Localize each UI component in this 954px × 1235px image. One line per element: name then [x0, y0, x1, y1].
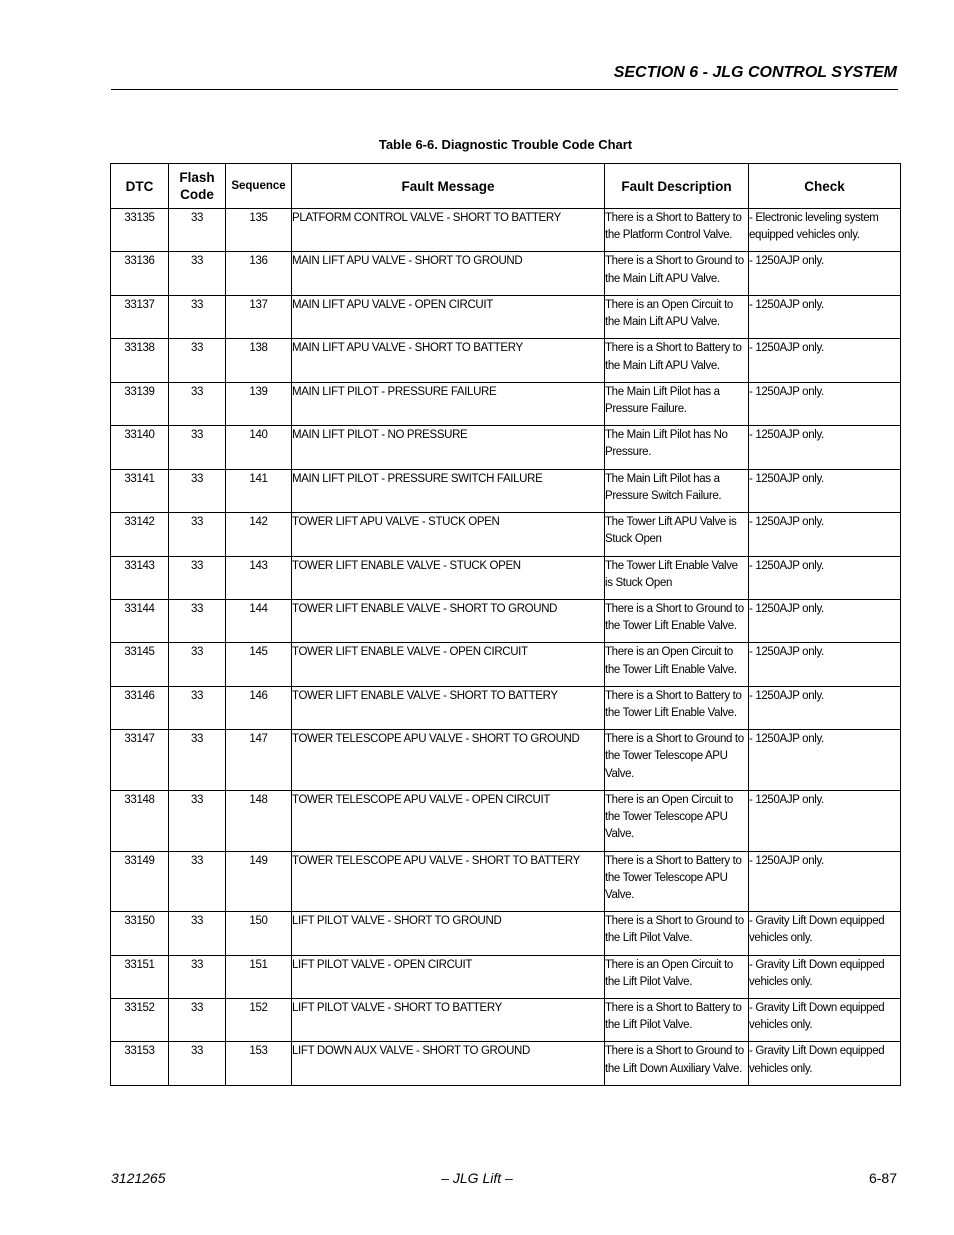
column-header-flash-code-label: Flash Code [179, 170, 215, 202]
fault-message-cell: MAIN LIFT APU VALVE - OPEN CIRCUIT [292, 295, 605, 338]
flash-code-cell: 33 [169, 382, 226, 425]
column-header-dtc: DTC [111, 164, 169, 209]
fault-message-cell: LIFT DOWN AUX VALVE - SHORT TO GROUND [292, 1042, 605, 1085]
flash-code-cell: 33 [169, 295, 226, 338]
column-header-fault-description: Fault Description [605, 164, 749, 209]
flash-code-cell: 33 [169, 426, 226, 469]
fault-message-cell: MAIN LIFT APU VALVE - SHORT TO BATTERY [292, 339, 605, 382]
sequence-cell: 137 [226, 295, 292, 338]
fault-message-cell: LIFT PILOT VALVE - OPEN CIRCUIT [292, 955, 605, 998]
check-cell: - Gravity Lift Down equipped vehicles only. [749, 912, 901, 955]
sequence-cell: 147 [226, 730, 292, 791]
check-cell: - 1250AJP only. [749, 790, 901, 851]
table-row [111, 252, 901, 295]
dtc-cell: 33153 [111, 1042, 169, 1085]
dtc-cell: 33139 [111, 382, 169, 425]
table-row [111, 912, 901, 955]
table-row [111, 851, 901, 912]
fault-description-cell: There is a Short to Battery to the Tower Lift Enable Valve. [605, 686, 749, 729]
dtc-cell: 33143 [111, 556, 169, 599]
fault-description-cell: There is a Short to Ground to the Tower Telescope APU Valve. [605, 730, 749, 791]
check-cell: - 1250AJP only. [749, 599, 901, 642]
check-cell: - Electronic leveling system equipped vehicles only. [749, 209, 901, 252]
fault-message-cell: MAIN LIFT APU VALVE - SHORT TO GROUND [292, 252, 605, 295]
flash-code-cell: 33 [169, 469, 226, 512]
fault-description-cell: The Tower Lift Enable Valve is Stuck Open [605, 556, 749, 599]
fault-message-cell: LIFT PILOT VALVE - SHORT TO GROUND [292, 912, 605, 955]
sequence-cell: 148 [226, 790, 292, 851]
sequence-cell: 139 [226, 382, 292, 425]
sequence-cell: 141 [226, 469, 292, 512]
fault-message-cell: TOWER LIFT ENABLE VALVE - STUCK OPEN [292, 556, 605, 599]
dtc-cell: 33152 [111, 999, 169, 1042]
dtc-cell: 33146 [111, 686, 169, 729]
sequence-cell: 145 [226, 643, 292, 686]
footer-publisher: – JLG Lift – [441, 1170, 513, 1186]
flash-code-cell: 33 [169, 209, 226, 252]
sequence-cell: 142 [226, 513, 292, 556]
sequence-cell: 153 [226, 1042, 292, 1085]
dtc-cell: 33140 [111, 426, 169, 469]
table-row [111, 999, 901, 1042]
dtc-cell: 33142 [111, 513, 169, 556]
column-header-check: Check [749, 164, 901, 209]
table-row [111, 599, 901, 642]
footer-doc-number: 3121265 [111, 1170, 166, 1186]
dtc-cell: 33138 [111, 339, 169, 382]
dtc-cell: 33141 [111, 469, 169, 512]
dtc-cell: 33137 [111, 295, 169, 338]
column-header-sequence: Sequence [226, 164, 292, 209]
fault-description-cell: The Main Lift Pilot has No Pressure. [605, 426, 749, 469]
table-row [111, 643, 901, 686]
flash-code-cell: 33 [169, 912, 226, 955]
flash-code-cell: 33 [169, 999, 226, 1042]
sequence-cell: 140 [226, 426, 292, 469]
check-cell: - 1250AJP only. [749, 851, 901, 912]
check-cell: - 1250AJP only. [749, 686, 901, 729]
dtc-cell: 33150 [111, 912, 169, 955]
fault-message-cell: TOWER LIFT ENABLE VALVE - SHORT TO BATTERY [292, 686, 605, 729]
dtc-cell: 33148 [111, 790, 169, 851]
table-row [111, 556, 901, 599]
check-cell: - 1250AJP only. [749, 295, 901, 338]
sequence-cell: 135 [226, 209, 292, 252]
flash-code-cell: 33 [169, 339, 226, 382]
flash-code-cell: 33 [169, 1042, 226, 1085]
table-row [111, 1042, 901, 1085]
check-cell: - 1250AJP only. [749, 730, 901, 791]
fault-message-cell: TOWER TELESCOPE APU VALVE - OPEN CIRCUIT [292, 790, 605, 851]
check-cell: - Gravity Lift Down equipped vehicles only. [749, 999, 901, 1042]
sequence-cell: 144 [226, 599, 292, 642]
fault-description-cell: There is a Short to Battery to the Platform Control Valve. [605, 209, 749, 252]
flash-code-cell: 33 [169, 599, 226, 642]
flash-code-cell: 33 [169, 851, 226, 912]
dtc-cell: 33149 [111, 851, 169, 912]
fault-description-cell: The Main Lift Pilot has a Pressure Switch Failure. [605, 469, 749, 512]
fault-message-cell: MAIN LIFT PILOT - PRESSURE SWITCH FAILURE [292, 469, 605, 512]
check-cell: - 1250AJP only. [749, 252, 901, 295]
table-header-row [111, 164, 901, 209]
section-header: SECTION 6 - JLG CONTROL SYSTEM [613, 64, 897, 81]
sequence-cell: 150 [226, 912, 292, 955]
check-cell: - 1250AJP only. [749, 643, 901, 686]
table-row [111, 790, 901, 851]
sequence-cell: 152 [226, 999, 292, 1042]
table-row [111, 295, 901, 338]
fault-description-cell: There is an Open Circuit to the Tower Lift Enable Valve. [605, 643, 749, 686]
table-row [111, 513, 901, 556]
sequence-cell: 151 [226, 955, 292, 998]
table-row [111, 426, 901, 469]
fault-message-cell: MAIN LIFT PILOT - NO PRESSURE [292, 426, 605, 469]
column-header-flash-code [169, 164, 226, 209]
table-row [111, 469, 901, 512]
fault-description-cell: The Tower Lift APU Valve is Stuck Open [605, 513, 749, 556]
table-row [111, 382, 901, 425]
fault-description-cell: There is a Short to Ground to the Lift Pilot Valve. [605, 912, 749, 955]
flash-code-cell: 33 [169, 252, 226, 295]
dtc-table-body [111, 209, 901, 1086]
dtc-cell: 33145 [111, 643, 169, 686]
dtc-cell: 33136 [111, 252, 169, 295]
flash-code-cell: 33 [169, 556, 226, 599]
fault-message-cell: LIFT PILOT VALVE - SHORT TO BATTERY [292, 999, 605, 1042]
fault-description-cell: There is a Short to Battery to the Main Lift APU Valve. [605, 339, 749, 382]
check-cell: - 1250AJP only. [749, 556, 901, 599]
flash-code-cell: 33 [169, 730, 226, 791]
flash-code-cell: 33 [169, 686, 226, 729]
fault-description-cell: There is a Short to Battery to the Tower Telescope APU Valve. [605, 851, 749, 912]
fault-description-cell: There is a Short to Ground to the Tower Lift Enable Valve. [605, 599, 749, 642]
fault-message-cell: TOWER LIFT ENABLE VALVE - SHORT TO GROUND [292, 599, 605, 642]
check-cell: - Gravity Lift Down equipped vehicles only. [749, 955, 901, 998]
sequence-cell: 149 [226, 851, 292, 912]
flash-code-cell: 33 [169, 790, 226, 851]
fault-description-cell: There is an Open Circuit to the Tower Telescope APU Valve. [605, 790, 749, 851]
fault-description-cell: There is a Short to Ground to the Main Lift APU Valve. [605, 252, 749, 295]
table-row [111, 730, 901, 791]
fault-description-cell: There is an Open Circuit to the Lift Pilot Valve. [605, 955, 749, 998]
table-row [111, 955, 901, 998]
dtc-table [110, 163, 901, 1086]
fault-description-cell: There is a Short to Battery to the Lift Pilot Valve. [605, 999, 749, 1042]
header-divider [111, 89, 898, 90]
table-row [111, 686, 901, 729]
sequence-cell: 138 [226, 339, 292, 382]
dtc-cell: 33147 [111, 730, 169, 791]
sequence-cell: 136 [226, 252, 292, 295]
fault-message-cell: TOWER LIFT ENABLE VALVE - OPEN CIRCUIT [292, 643, 605, 686]
dtc-cell: 33135 [111, 209, 169, 252]
table-row [111, 339, 901, 382]
flash-code-cell: 33 [169, 955, 226, 998]
fault-message-cell: PLATFORM CONTROL VALVE - SHORT TO BATTERY [292, 209, 605, 252]
fault-message-cell: TOWER TELESCOPE APU VALVE - SHORT TO BATTERY [292, 851, 605, 912]
sequence-cell: 146 [226, 686, 292, 729]
fault-message-cell: TOWER LIFT APU VALVE - STUCK OPEN [292, 513, 605, 556]
check-cell: - Gravity Lift Down equipped vehicles only. [749, 1042, 901, 1085]
fault-description-cell: There is an Open Circuit to the Main Lift APU Valve. [605, 295, 749, 338]
fault-message-cell: TOWER TELESCOPE APU VALVE - SHORT TO GROUND [292, 730, 605, 791]
footer-page-number: 6-87 [868, 1170, 897, 1186]
table-caption: Table 6-6. Diagnostic Trouble Code Chart [378, 137, 633, 152]
check-cell: - 1250AJP only. [749, 469, 901, 512]
fault-description-cell: The Main Lift Pilot has a Pressure Failure. [605, 382, 749, 425]
check-cell: - 1250AJP only. [749, 513, 901, 556]
fault-description-cell: There is a Short to Ground to the Lift Down Auxiliary Valve. [605, 1042, 749, 1085]
check-cell: - 1250AJP only. [749, 339, 901, 382]
flash-code-cell: 33 [169, 643, 226, 686]
flash-code-cell: 33 [169, 513, 226, 556]
table-row [111, 209, 901, 252]
dtc-cell: 33144 [111, 599, 169, 642]
check-cell: - 1250AJP only. [749, 426, 901, 469]
column-header-fault-message: Fault Message [292, 164, 605, 209]
check-cell: - 1250AJP only. [749, 382, 901, 425]
sequence-cell: 143 [226, 556, 292, 599]
fault-message-cell: MAIN LIFT PILOT - PRESSURE FAILURE [292, 382, 605, 425]
dtc-cell: 33151 [111, 955, 169, 998]
